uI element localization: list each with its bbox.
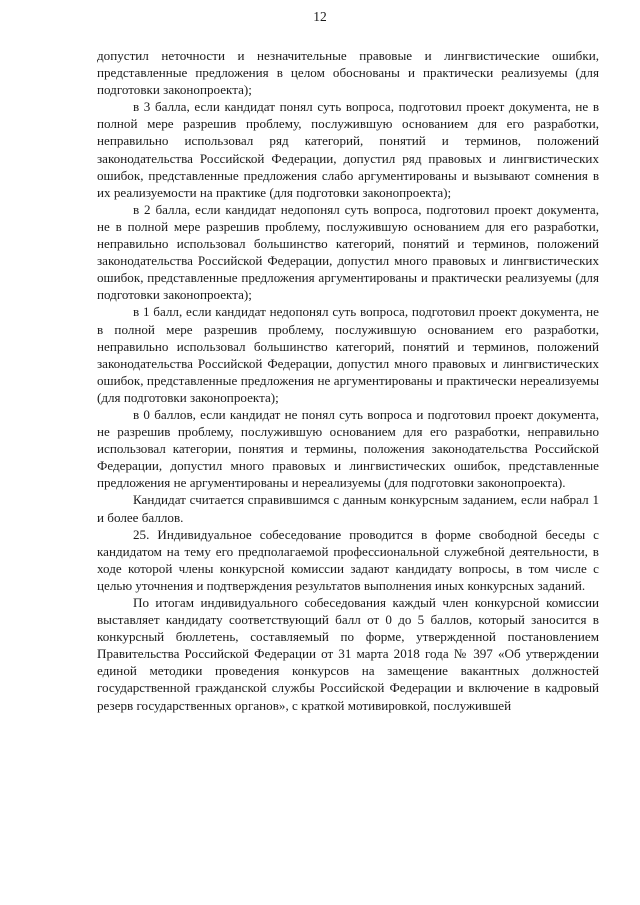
paragraph-score-0: в 0 баллов, если кандидат не понял суть вопроса и подготовил проект документа, не разрешив проблему, послужившую основанием для его разработки, неправильно использовал категории, понятия и термины, положения законодательства Российской Федерации, допустил много правовых и лингвистических ошибок, представленные предложения не аргументированы и нереализуемы (для подготовки законопроекта). (97, 406, 599, 491)
paragraph-score-1: в 1 балл, если кандидат недопонял суть вопроса, подготовил проект документа, не в полной мере разрешив проблему, послужившую основанием его разработки, неправильно использовал большинство категорий, понятий и терминов, положений законодательства Российской Федерации, допустил много правовых и лингвистических ошибок, представленные предложения не аргументированы и практически нереализуемы (для подготовки законопроекта); (97, 304, 599, 405)
paragraph-pass-condition: Кандидат считается справившимся с данным конкурсным заданием, если набрал 1 и более баллов. (97, 492, 599, 525)
page-number: 12 (313, 9, 327, 24)
paragraph-score-3: в 3 балла, если кандидат понял суть вопроса, подготовил проект документа, не в полной мере разрешив проблему, послужившую основанием для его разработки, неправильно использовал ряд категорий, понятий и терминов, положений законодательства Российской Федерации, допустил ряд правовых и лингвистических ошибок, представленные предложения слабо аргументированы и вызывают сомнения в их реализуемости на практике (для подготовки законопроекта); (97, 99, 599, 200)
page-body (97, 47, 599, 714)
paragraph-interview-results: По итогам индивидуального собеседования каждый член конкурсной комиссии выставляет кандидату соответствующий балл от 0 до 5 баллов, который заносится в конкурсный бюллетень, составляемый по форме, утвержденной постановлением Правительства Российской Федерации от 31 марта 2018 года № 397 «Об утверждении единой методики проведения конкурсов на замещение вакантных должностей государственной гражданской службы Российской Федерации и включение в кадровый резерв государственных органов», с краткой мотивировкой, послужившей (97, 595, 599, 713)
paragraph-score-2: в 2 балла, если кандидат недопонял суть вопроса, подготовил проект документа, не в полной мере разрешив проблему, послужившую основанием для его разработки, неправильно использовал большинство категорий, понятий и терминов, положений законодательства Российской Федерации, допустил много правовых и лингвистических ошибок, представленные предложения аргументированы и практически реализуемы (для подготовки законопроекта); (97, 201, 599, 303)
paragraph-item-25: 25. Индивидуальное собеседование проводится в форме свободной беседы с кандидатом на тему его предполагаемой профессиональной служебной деятельности, в ходе которой члены конкурсной комиссии задают кандидату вопросы, в том числе с целью уточнения и подтверждения результатов выполнения иных конкурсных заданий. (97, 526, 599, 593)
paragraph-continuation: допустил неточности и незначительные правовые и лингвистические ошибки, представленные предложения в целом обоснованы и практически реализуемы (для подготовки законопроекта); (97, 48, 599, 98)
